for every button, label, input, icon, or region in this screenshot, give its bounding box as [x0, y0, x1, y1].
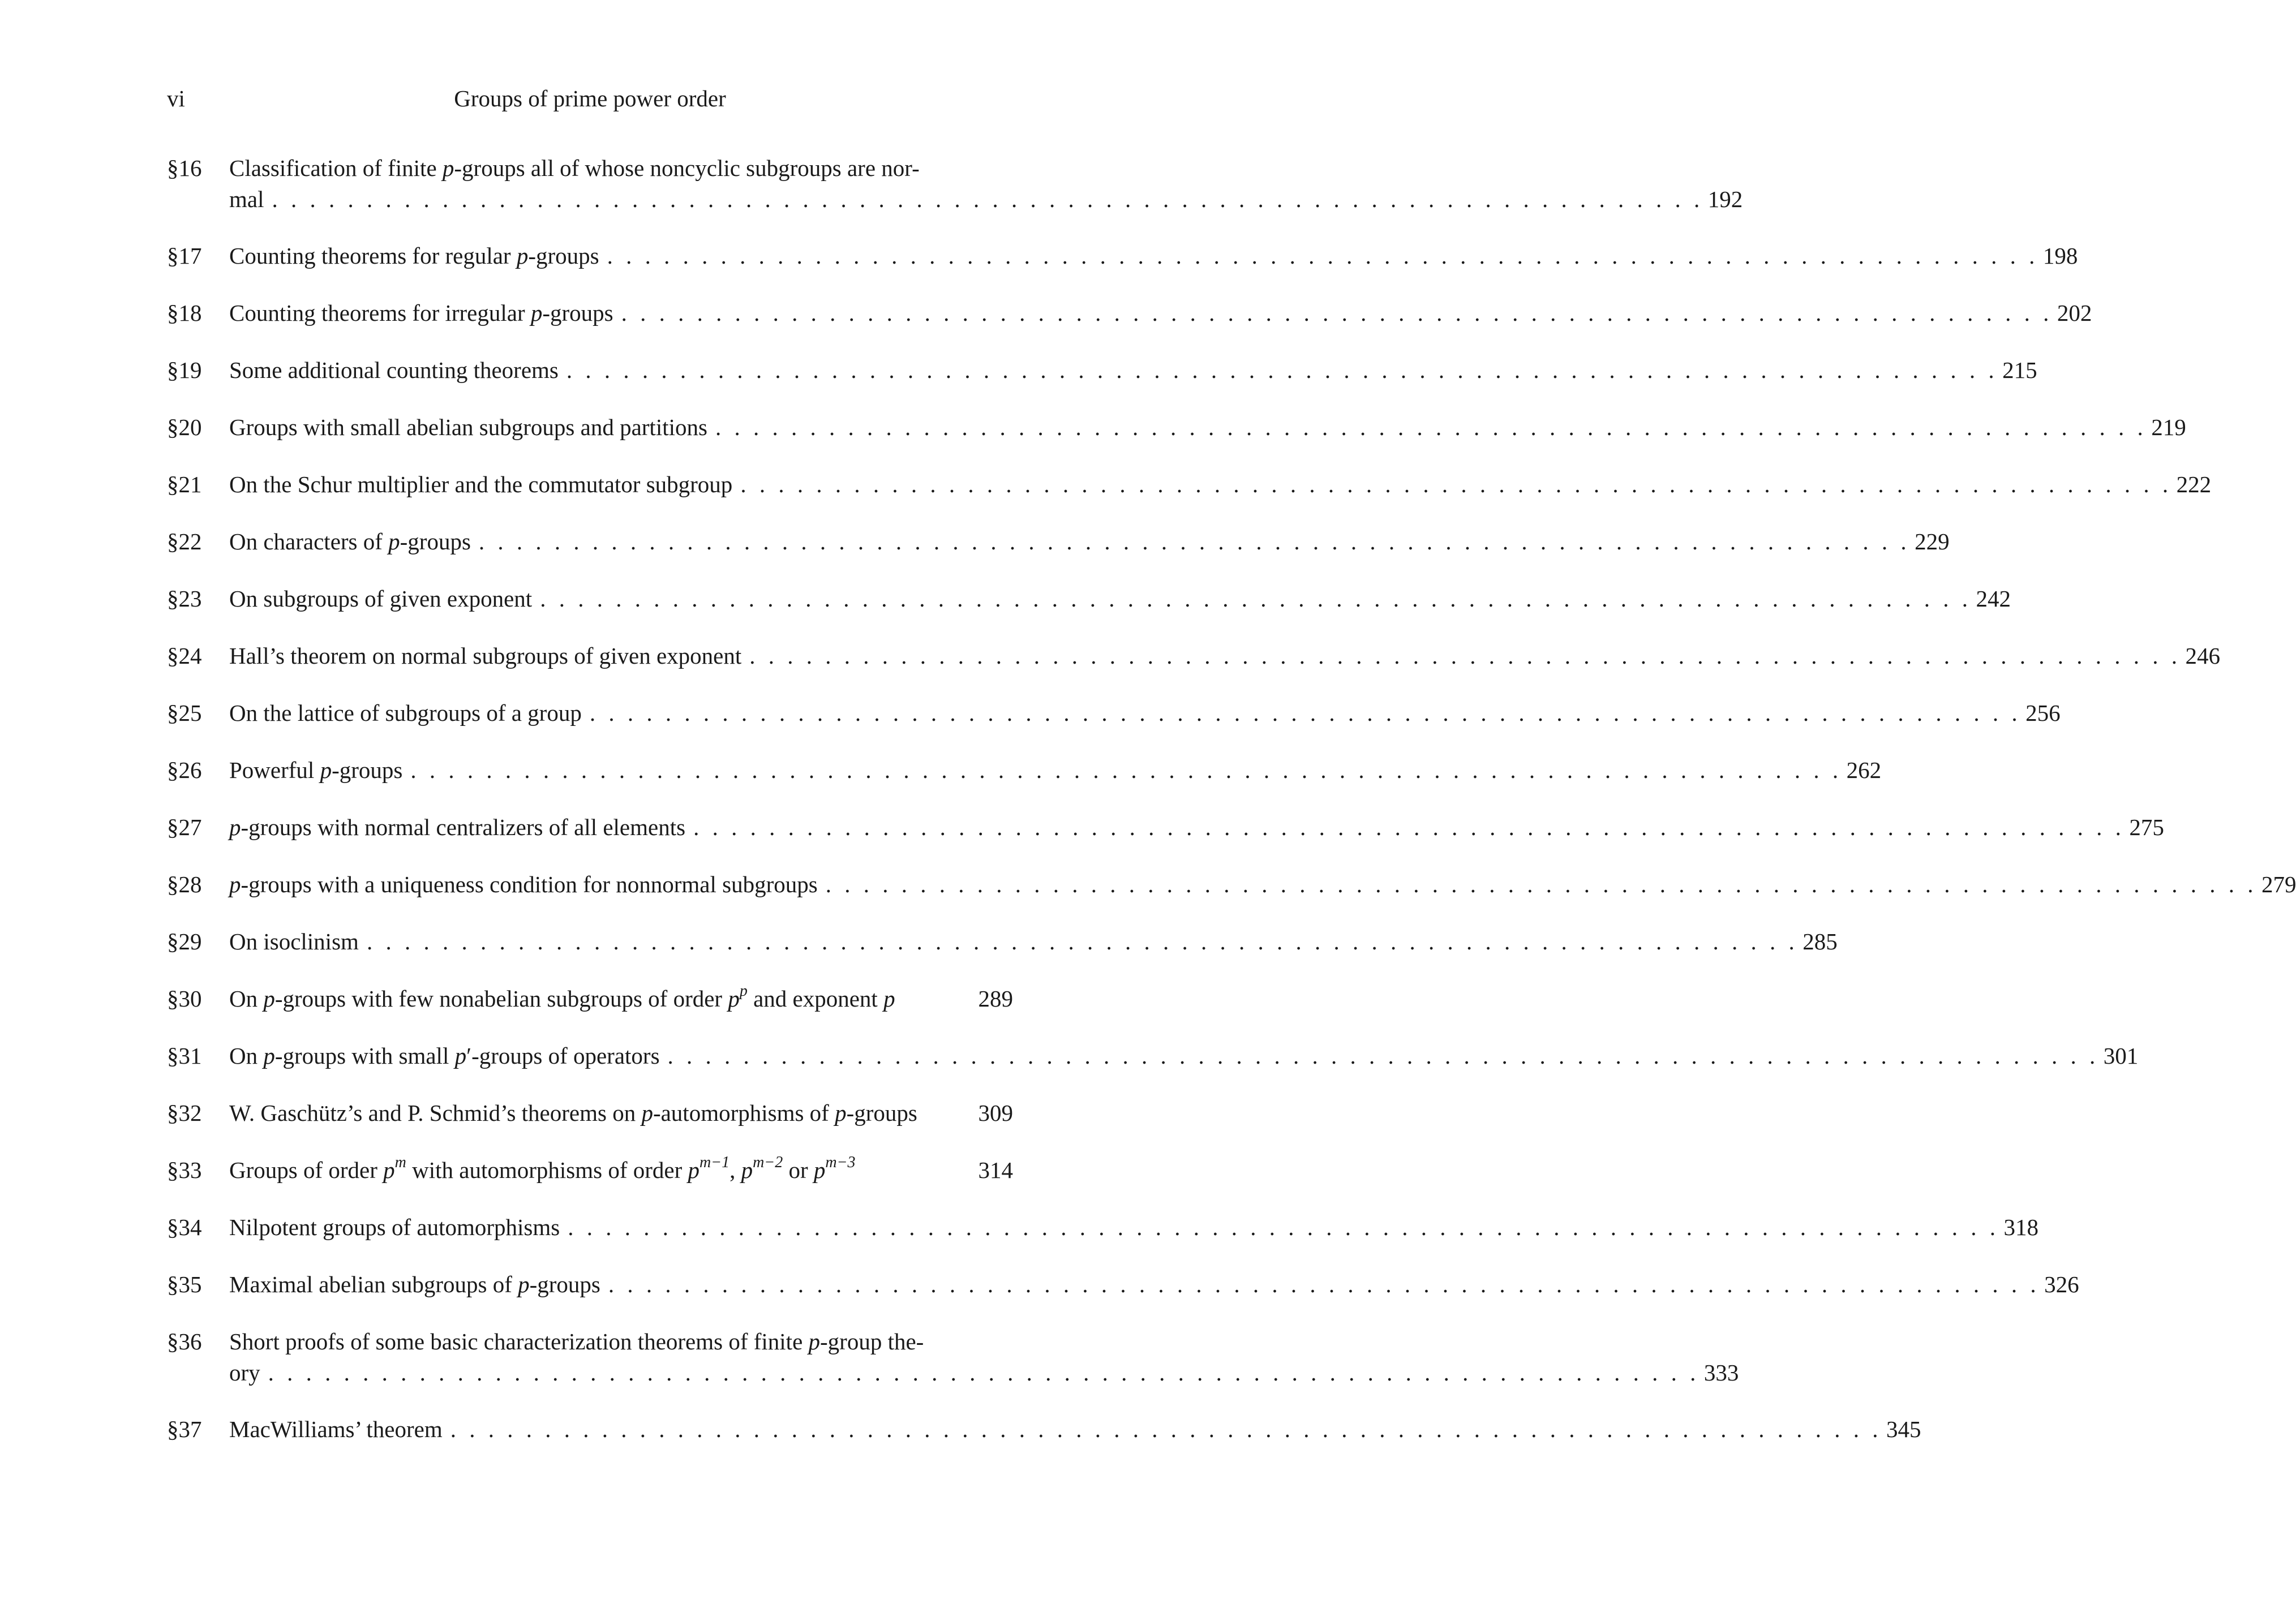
toc-entry[interactable] — [167, 983, 1013, 1014]
entry-body — [229, 355, 2037, 386]
toc-entry[interactable] — [167, 583, 2011, 614]
entry-body — [229, 698, 2061, 729]
leader-dots-text: . . . . . . . . . . . . . . . . . . . . . . . . . . . . . . . . . . . . . . . . . . . . . . . . . . . . . . . . . . . . . . . . . . . . . . . . . . . . — [608, 1271, 2036, 1297]
entry-title: Groups with small abelian subgroups and partitions — [229, 414, 707, 440]
entry-title: Counting theorems for regular p-groups — [229, 243, 599, 269]
entry-title: Powerful p-groups — [229, 757, 403, 783]
entry-title: W. Gaschütz’s and P. Schmid’s theorems on p-automorphisms of p-groups — [229, 1100, 917, 1126]
entry-page-number: 301 — [2103, 1043, 2139, 1069]
toc-entry[interactable] — [167, 469, 2212, 500]
section-number: §37 — [167, 1416, 202, 1442]
leader-dots-text: . . . . . . . . . . . . . . . . . . . . . . . . . . . . . . . . . . . . . . . . . . . . . . . . . . . . . . . . . . . . . . . . . . . . . . . . . . . . — [740, 471, 2169, 497]
leader-dots — [693, 812, 2121, 843]
leader-dots-text: . . . . . . . . . . . . . . . . . . . . . . . . . . . . . . . . . . . . . . . . . . . . . . . . . . . . . . . . . . . . . . . . . . . . . . . . . . . . — [566, 357, 1994, 383]
leader-dots-text: . . . . . . . . . . . . . . . . . . . . . . . . . . . . . . . . . . . . . . . . . . . . . . . . . . . . . . . . . . . . . . . . . . . . . . . . . . . . — [715, 414, 2143, 440]
entry-page-number: 219 — [2151, 414, 2186, 440]
section-number: §19 — [167, 357, 202, 383]
entry-page-number: 246 — [2185, 643, 2220, 669]
entry-page-number: 198 — [2042, 243, 2078, 269]
toc-entry[interactable] — [167, 812, 2164, 843]
entry-body — [229, 1326, 1739, 1388]
section-number: §27 — [167, 814, 202, 840]
leader-dots-text: . . . . . . . . . . . . . . . . . . . . . . . . . . . . . . . . . . . . . . . . . . . . . . . . . . . . . . . . . . . . . . . . . . . . . . . . . . . . — [607, 243, 2035, 269]
leader-dots — [607, 240, 2035, 272]
leader-dots — [715, 412, 2143, 443]
leader-dots — [450, 1414, 1878, 1445]
entry-title: On subgroups of given exponent — [229, 586, 533, 612]
entry-title: On p-groups with small p′-groups of operators — [229, 1043, 660, 1069]
entry-body — [229, 755, 1882, 786]
entry-title: On p-groups with few nonabelian subgroups of order $p^p$ and exponent p — [229, 982, 895, 1012]
leader-dots-text: . . . . . . . . . . . . . . . . . . . . . . . . . . . . . . . . . . . . . . . . . . . . . . . . . . . . . . . . . . . . . . . . . . . . . . . . . . . . — [568, 1214, 1995, 1240]
entry-body — [229, 412, 2186, 443]
entry-body — [229, 583, 2011, 614]
entry-title: On isoclinism — [229, 928, 359, 954]
entry-title-line2: mal — [229, 186, 264, 212]
leader-dots — [826, 869, 2254, 900]
entry-body — [229, 1269, 2079, 1300]
entry-body — [229, 240, 2078, 272]
section-number: §21 — [167, 471, 202, 497]
entry-body — [229, 812, 2164, 843]
entry-title-line1: Classification of finite p-groups all of whose noncyclic subgroups are nor- — [229, 155, 920, 181]
leader-dots — [479, 526, 1907, 557]
entry-body — [229, 1155, 1013, 1186]
entry-body — [229, 526, 1950, 557]
leader-dots-text: . . . . . . . . . . . . . . . . . . . . . . . . . . . . . . . . . . . . . . . . . . . . . . . . . . . . . . . . . . . . . . . . . . . . . . . . . . . . — [272, 186, 1700, 212]
leader-dots — [540, 583, 1968, 614]
section-number: §29 — [167, 928, 202, 954]
entry-title-line1: Short proofs of some basic characterization theorems of finite p-group the- — [229, 1328, 924, 1354]
leader-dots — [621, 298, 2049, 329]
section-number: §22 — [167, 528, 202, 554]
entry-page-number: 279 — [2261, 871, 2296, 897]
entry-page-number: 192 — [1707, 186, 1743, 212]
section-number: §18 — [167, 300, 202, 326]
toc-entry[interactable] — [167, 1155, 1013, 1186]
toc-entry[interactable] — [167, 1269, 2079, 1300]
entry-body — [229, 1098, 1013, 1129]
entry-page-number: 345 — [1886, 1416, 1921, 1442]
leader-dots — [567, 355, 1994, 386]
entry-page-number: 256 — [2025, 700, 2061, 726]
entry-title: Maximal abelian subgroups of p-groups — [229, 1271, 600, 1297]
section-number: §16 — [167, 155, 202, 181]
entry-page-number: 229 — [1915, 528, 1950, 554]
entry-page-number: 333 — [1703, 1360, 1739, 1386]
toc-entry[interactable] — [167, 1326, 1739, 1388]
section-number: §36 — [167, 1328, 202, 1354]
entry-body — [229, 153, 1743, 215]
toc-entry[interactable] — [167, 755, 1882, 786]
leader-dots — [749, 640, 2177, 672]
section-number: §31 — [167, 1043, 202, 1069]
toc-entry[interactable] — [167, 869, 2296, 900]
toc-entry[interactable] — [167, 640, 2220, 672]
entry-page-number: 285 — [1803, 928, 1838, 954]
entry-title: On characters of p-groups — [229, 528, 471, 554]
section-number: §32 — [167, 1100, 202, 1126]
entry-title-line2: ory — [229, 1360, 260, 1386]
entry-page-number: 215 — [2002, 357, 2037, 383]
section-number: §20 — [167, 414, 202, 440]
entry-body — [229, 1040, 2139, 1072]
entry-title: p-groups with a uniqueness condition for nonnormal subgroups — [229, 871, 818, 897]
table-of-contents — [167, 153, 2296, 1471]
leader-dots — [268, 1357, 1696, 1388]
toc-entry[interactable] — [167, 526, 1950, 557]
entry-body — [229, 298, 2092, 329]
leader-dots-text: . . . . . . . . . . . . . . . . . . . . . . . . . . . . . . . . . . . . . . . . . . . . . . . . . . . . . . . . . . . . . . . . . . . . . . . . . . . . — [693, 814, 2121, 840]
entry-title: p-groups with normal centralizers of all elements — [229, 814, 686, 840]
entry-page-number: 314 — [978, 1157, 1013, 1183]
entry-body — [229, 469, 2212, 500]
toc-entry[interactable] — [167, 698, 2061, 729]
entry-body — [229, 983, 1013, 1014]
section-number: §30 — [167, 986, 202, 1012]
entry-title: On the lattice of subgroups of a group — [229, 700, 582, 726]
leader-dots-text: . . . . . . . . . . . . . . . . . . . . . . . . . . . . . . . . . . . . . . . . . . . . . . . . . . . . . . . . . . . . . . . . . . . . . . . . . . . . — [540, 586, 1968, 612]
leader-dots-text: . . . . . . . . . . . . . . . . . . . . . . . . . . . . . . . . . . . . . . . . . . . . . . . . . . . . . . . . . . . . . . . . . . . . . . . . . . . . — [667, 1043, 2096, 1069]
entry-title: Groups of order $p^m$ with automorphisms of order $p^{m-1}$, $p^{m-2}$ or $p^{m-3}$ — [229, 1154, 856, 1183]
entry-page-number: 262 — [1846, 757, 1882, 783]
section-number: §25 — [167, 700, 202, 726]
page-number: vi — [167, 85, 185, 111]
leader-dots — [568, 1212, 1995, 1243]
leader-dots-text: . . . . . . . . . . . . . . . . . . . . . . . . . . . . . . . . . . . . . . . . . . . . . . . . . . . . . . . . . . . . . . . . . . . . . . . . . . . . — [749, 643, 2177, 669]
section-number: §23 — [167, 586, 202, 612]
entry-body — [229, 926, 1838, 957]
section-number: §34 — [167, 1214, 202, 1240]
leader-dots-text: . . . . . . . . . . . . . . . . . . . . . . . . . . . . . . . . . . . . . . . . . . . . . . . . . . . . . . . . . . . . . . . . . . . . . . . . . . . . — [825, 871, 2254, 897]
entry-body — [229, 1414, 1921, 1445]
entry-body — [229, 1212, 2038, 1243]
entry-title: MacWilliams’ theorem — [229, 1416, 443, 1442]
toc-entry[interactable] — [167, 1212, 2038, 1243]
entry-title: Hall’s theorem on normal subgroups of given exponent — [229, 643, 742, 669]
toc-entry[interactable] — [167, 412, 2186, 443]
toc-entry[interactable] — [167, 1414, 1921, 1445]
entry-page-number: 309 — [978, 1100, 1013, 1126]
entry-title: On the Schur multiplier and the commutator subgroup — [229, 471, 733, 497]
entry-title: Some additional counting theorems — [229, 357, 559, 383]
entry-body — [229, 869, 2296, 900]
entry-body — [229, 640, 2220, 672]
entry-page-number: 318 — [2003, 1214, 2038, 1240]
leader-dots — [608, 1269, 2036, 1300]
entry-page-number: 289 — [978, 986, 1013, 1012]
toc-entry[interactable] — [167, 1098, 1013, 1129]
entry-page-number: 242 — [1976, 586, 2011, 612]
section-number: §28 — [167, 871, 202, 897]
toc-entry[interactable] — [167, 926, 1838, 957]
entry-page-number: 275 — [2129, 814, 2164, 840]
section-number: §26 — [167, 757, 202, 783]
leader-dots — [410, 755, 1838, 786]
running-head — [167, 84, 1013, 113]
section-number: §35 — [167, 1271, 202, 1297]
leader-dots-text: . . . . . . . . . . . . . . . . . . . . . . . . . . . . . . . . . . . . . . . . . . . . . . . . . . . . . . . . . . . . . . . . . . . . . . . . . . . . — [268, 1360, 1696, 1386]
leader-dots-text: . . . . . . . . . . . . . . . . . . . . . . . . . . . . . . . . . . . . . . . . . . . . . . . . . . . . . . . . . . . . . . . . . . . . . . . . . . . . — [410, 757, 1839, 783]
leader-dots-text: . . . . . . . . . . . . . . . . . . . . . . . . . . . . . . . . . . . . . . . . . . . . . . . . . . . . . . . . . . . . . . . . . . . . . . . . . . . . — [478, 528, 1907, 554]
leader-dots — [590, 698, 2018, 729]
leader-dots — [740, 469, 2168, 500]
leader-dots-text: . . . . . . . . . . . . . . . . . . . . . . . . . . . . . . . . . . . . . . . . . . . . . . . . . . . . . . . . . . . . . . . . . . . . . . . . . . . . — [366, 928, 1795, 954]
leader-dots — [272, 184, 1700, 215]
toc-entry[interactable] — [167, 240, 2078, 272]
book-title: Groups of prime power order — [454, 85, 726, 111]
section-number: §24 — [167, 643, 202, 669]
section-number: §33 — [167, 1157, 202, 1183]
leader-dots-text: . . . . . . . . . . . . . . . . . . . . . . . . . . . . . . . . . . . . . . . . . . . . . . . . . . . . . . . . . . . . . . . . . . . . . . . . . . . . — [450, 1416, 1878, 1442]
toc-entry[interactable] — [167, 298, 2092, 329]
entry-page-number: 222 — [2176, 471, 2212, 497]
entry-title: Nilpotent groups of automorphisms — [229, 1214, 560, 1240]
leader-dots — [668, 1040, 2096, 1072]
section-number: §17 — [167, 243, 202, 269]
toc-entry[interactable] — [167, 355, 2037, 386]
toc-entry[interactable] — [167, 153, 1743, 215]
entry-title: Counting theorems for irregular p-groups — [229, 300, 613, 326]
leader-dots — [367, 926, 1795, 957]
toc-entry[interactable] — [167, 1040, 2139, 1072]
leader-dots-text: . . . . . . . . . . . . . . . . . . . . . . . . . . . . . . . . . . . . . . . . . . . . . . . . . . . . . . . . . . . . . . . . . . . . . . . . . . . . — [589, 700, 2018, 726]
entry-page-number: 202 — [2057, 300, 2092, 326]
entry-page-number: 326 — [2044, 1271, 2079, 1297]
leader-dots-text: . . . . . . . . . . . . . . . . . . . . . . . . . . . . . . . . . . . . . . . . . . . . . . . . . . . . . . . . . . . . . . . . . . . . . . . . . . . . — [621, 300, 2049, 326]
